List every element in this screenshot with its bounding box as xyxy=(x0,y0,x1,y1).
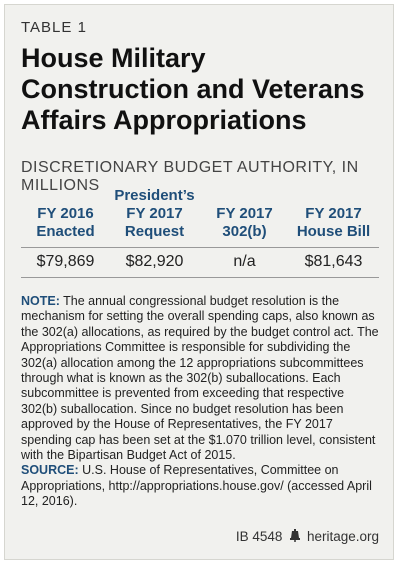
column-header-house-bill xyxy=(289,205,378,241)
row-divider xyxy=(21,277,379,278)
cell-302b: n/a xyxy=(233,253,256,270)
column-header-line2: Request xyxy=(124,223,185,240)
liberty-bell-icon xyxy=(289,529,301,545)
source-label: SOURCE: xyxy=(21,463,79,478)
table-title: House Military Construction and Veterans Affairs Appropriations xyxy=(21,43,365,135)
table-label: TABLE 1 xyxy=(21,19,87,36)
footer xyxy=(236,529,379,545)
cell-president-request: $82,920 xyxy=(125,253,184,270)
table-card xyxy=(4,4,394,560)
column-header-line2: House Bill xyxy=(296,223,371,240)
budget-table xyxy=(21,183,379,277)
column-header-line1: President’s FY 2017 xyxy=(114,187,195,222)
header-row xyxy=(21,183,379,247)
source-text: U.S. House of Representatives, Committee on Appropriations, http://appropriations.house.gov/ (accessed April 12, 2016). xyxy=(21,463,372,509)
footer-id: IB 4548 xyxy=(235,529,283,544)
note-text: The annual congressional budget resolution is the mechanism for setting the overall spending caps, also known as the 302(a) allocations, as required by the budget control act. The Appropriations Committee is responsible for subdividing the 302(a) allocation among the 12 appropriations subcommittees through what is known as the 302(b) suballocations. Each subcommittee is prevented from exceeding that respective 302(b) suballocation. Since no budget resolution has been approved by the House of Representatives, the FY 2017 spending cap has been set at the $1.070 trillion level, consistent with the Bipartisan Budget Act of 2015. xyxy=(21,294,379,463)
column-header-president-request xyxy=(110,187,199,241)
column-header-fy2016 xyxy=(21,205,110,241)
column-header-302b xyxy=(200,205,289,241)
table-row xyxy=(21,247,379,277)
table-subtitle: DISCRETIONARY BUDGET AUTHORITY, IN MILLIONS xyxy=(21,159,359,194)
notes-block xyxy=(21,294,381,510)
footer-site: heritage.org xyxy=(306,529,379,544)
note-paragraph xyxy=(21,294,381,463)
column-header-line1: FY 2016 xyxy=(37,205,94,222)
note-label: NOTE: xyxy=(21,294,60,308)
column-header-line2: Enacted xyxy=(36,223,95,240)
column-header-line1: FY 2017 xyxy=(216,205,273,222)
column-header-line1: FY 2017 xyxy=(305,205,362,222)
column-header-line2: 302(b) xyxy=(222,223,267,240)
cell-house-bill: $81,643 xyxy=(304,253,363,270)
source-paragraph xyxy=(21,463,381,509)
cell-fy2016: $79,869 xyxy=(36,253,95,270)
